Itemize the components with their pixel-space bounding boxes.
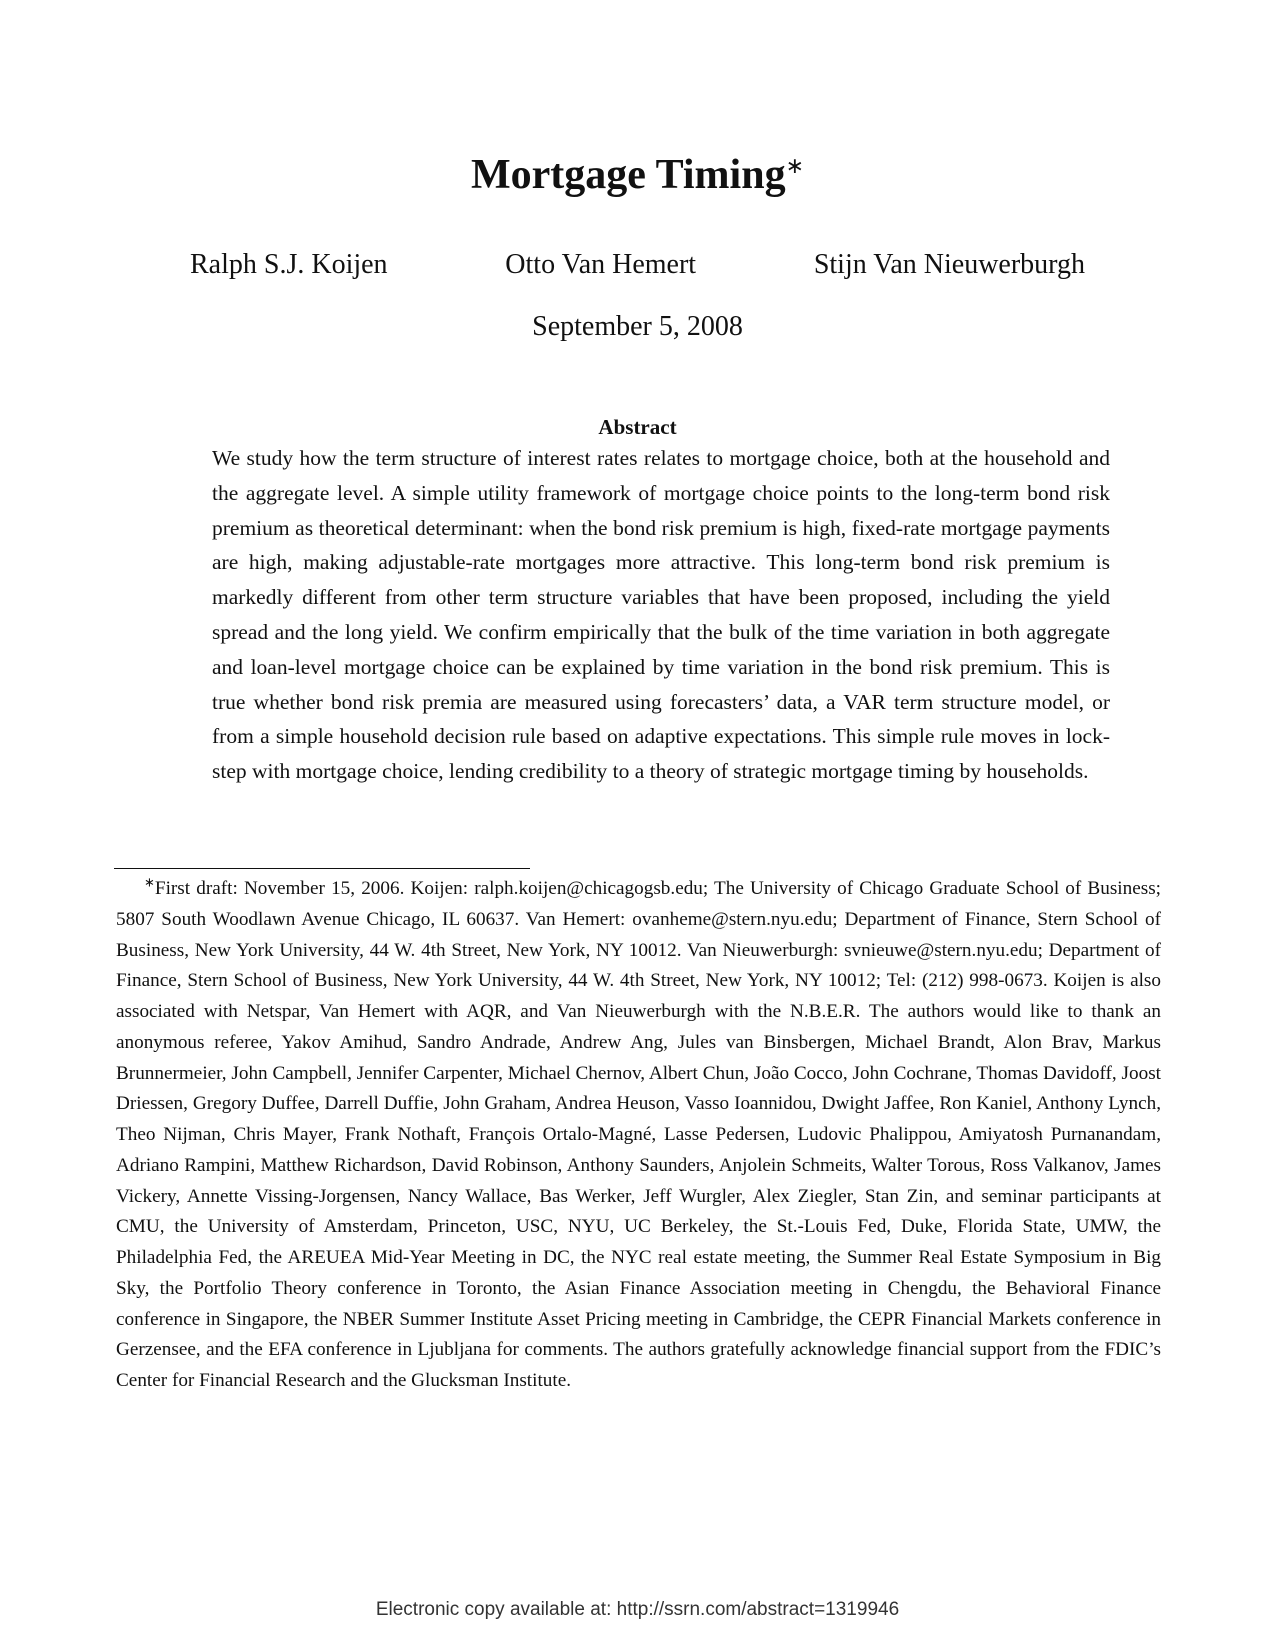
title-footnote-mark: ∗ [785, 153, 805, 178]
footnote-mark: ∗ [144, 874, 155, 890]
author-koijen: Ralph S.J. Koijen [190, 249, 388, 280]
title-footnote [116, 874, 1161, 1397]
abstract-heading: Abstract [598, 415, 677, 439]
paper-title [0, 150, 1275, 200]
author-van-hemert: Otto Van Hemert [505, 249, 697, 280]
paper-title-text: Mortgage Timing [470, 152, 786, 198]
footnote-rule [114, 868, 530, 869]
footnote-text: First draft: November 15, 2006. Koijen: ralph.koijen@chicagogsb.edu; The University of Chicago Graduate School of Business; 5807 South Woodlawn Avenue Chicago, IL 60637. Van Hemert: ovanheme@stern.nyu.edu; Department of Finance, Stern School of Business, New York University, 44 W. 4th Street, New York, NY 10012. Van Nieuwerburgh: svnieuwe@stern.nyu.edu; Department of Finance, Stern School of Business, New York University, 44 W. 4th Street, New York, NY 10012; Tel: (212) 998-0673. Koijen is also associated with Netspar, Van Hemert with AQR, and Van Nieuwerburgh with the N.B.E.R. The authors would like to thank an anonymous referee, Yakov Amihud, Sandro Andrade, Andrew Ang, Jules van Binsbergen, Michael Brandt, Alon Brav, Markus Brunnermeier, John Campbell, Jennifer Carpenter, Michael Chernov, Albert Chun, João Cocco, John Cochrane, Thomas Davidoff, Joost Driessen, Gregory Duffee, Darrell Duffie, John Graham, Andrea Heuson, Vasso Ioannidou, Dwight Jaffee, Ron Kaniel, Anthony Lynch, Theo Nijman, Chris Mayer, Frank Nothaft, François Ortalo-Magné, Lasse Pedersen, Ludovic Phalippou, Amiyatosh Purnanandam, Adriano Rampini, Matthew Richardson, David Robinson, Anthony Saunders, Anjolein Schmeits, Walter Torous, Ross Valkanov, James Vickery, Annette Vissing-Jorgensen, Nancy Wallace, Bas Werker, Jeff Wurgler, Alex Ziegler, Stan Zin, and seminar participants at CMU, the University of Amsterdam, Princeton, USC, NYU, UC Berkeley, the St.-Louis Fed, Duke, Florida State, UMW, the Philadelphia Fed, the AREUEA Mid-Year Meeting in DC, the NYC real estate meeting, the Summer Real Estate Symposium in Big Sky, the Portfolio Theory conference in Toronto, the Asian Finance Association meeting in Chengdu, the Behavioral Finance conference in Singapore, the NBER Summer Institute Asset Pricing meeting in Cambridge, the CEPR Financial Markets conference in Gerzensee, and the EFA conference in Ljubljana for comments. The authors gratefully acknowledge financial support from the FDIC’s Center for Financial Research and the Glucksman Institute. [116, 878, 1161, 1391]
author-van-nieuwerburgh: Stijn Van Nieuwerburgh [813, 249, 1085, 280]
paper-date: September 5, 2008 [532, 311, 743, 342]
author-list [190, 248, 1085, 282]
ssrn-electronic-copy-notice: Electronic copy available at: http://ssrn.com/abstract=1319946 [375, 1599, 900, 1620]
abstract-body: We study how the term structure of interest rates relates to mortgage choice, both at the household and the aggregate level. A simple utility framework of mortgage choice points to the long-term bond risk premium as theoretical determinant: when the bond risk premium is high, fixed-rate mortgage payments are high, making adjustable-rate mortgages more attractive. This long-term bond risk premium is markedly different from other term structure variables that have been proposed, including the yield spread and the long yield. We confirm empirically that the bulk of the time variation in both aggregate and loan-level mortgage choice can be explained by time variation in the bond risk premium. This is true whether bond risk premia are measured using forecasters’ data, a VAR term structure model, or from a simple household decision rule based on adaptive expectations. This simple rule moves in lock-step with mortgage choice, lending credibility to a theory of strategic mortgage timing by households. [212, 446, 1110, 784]
